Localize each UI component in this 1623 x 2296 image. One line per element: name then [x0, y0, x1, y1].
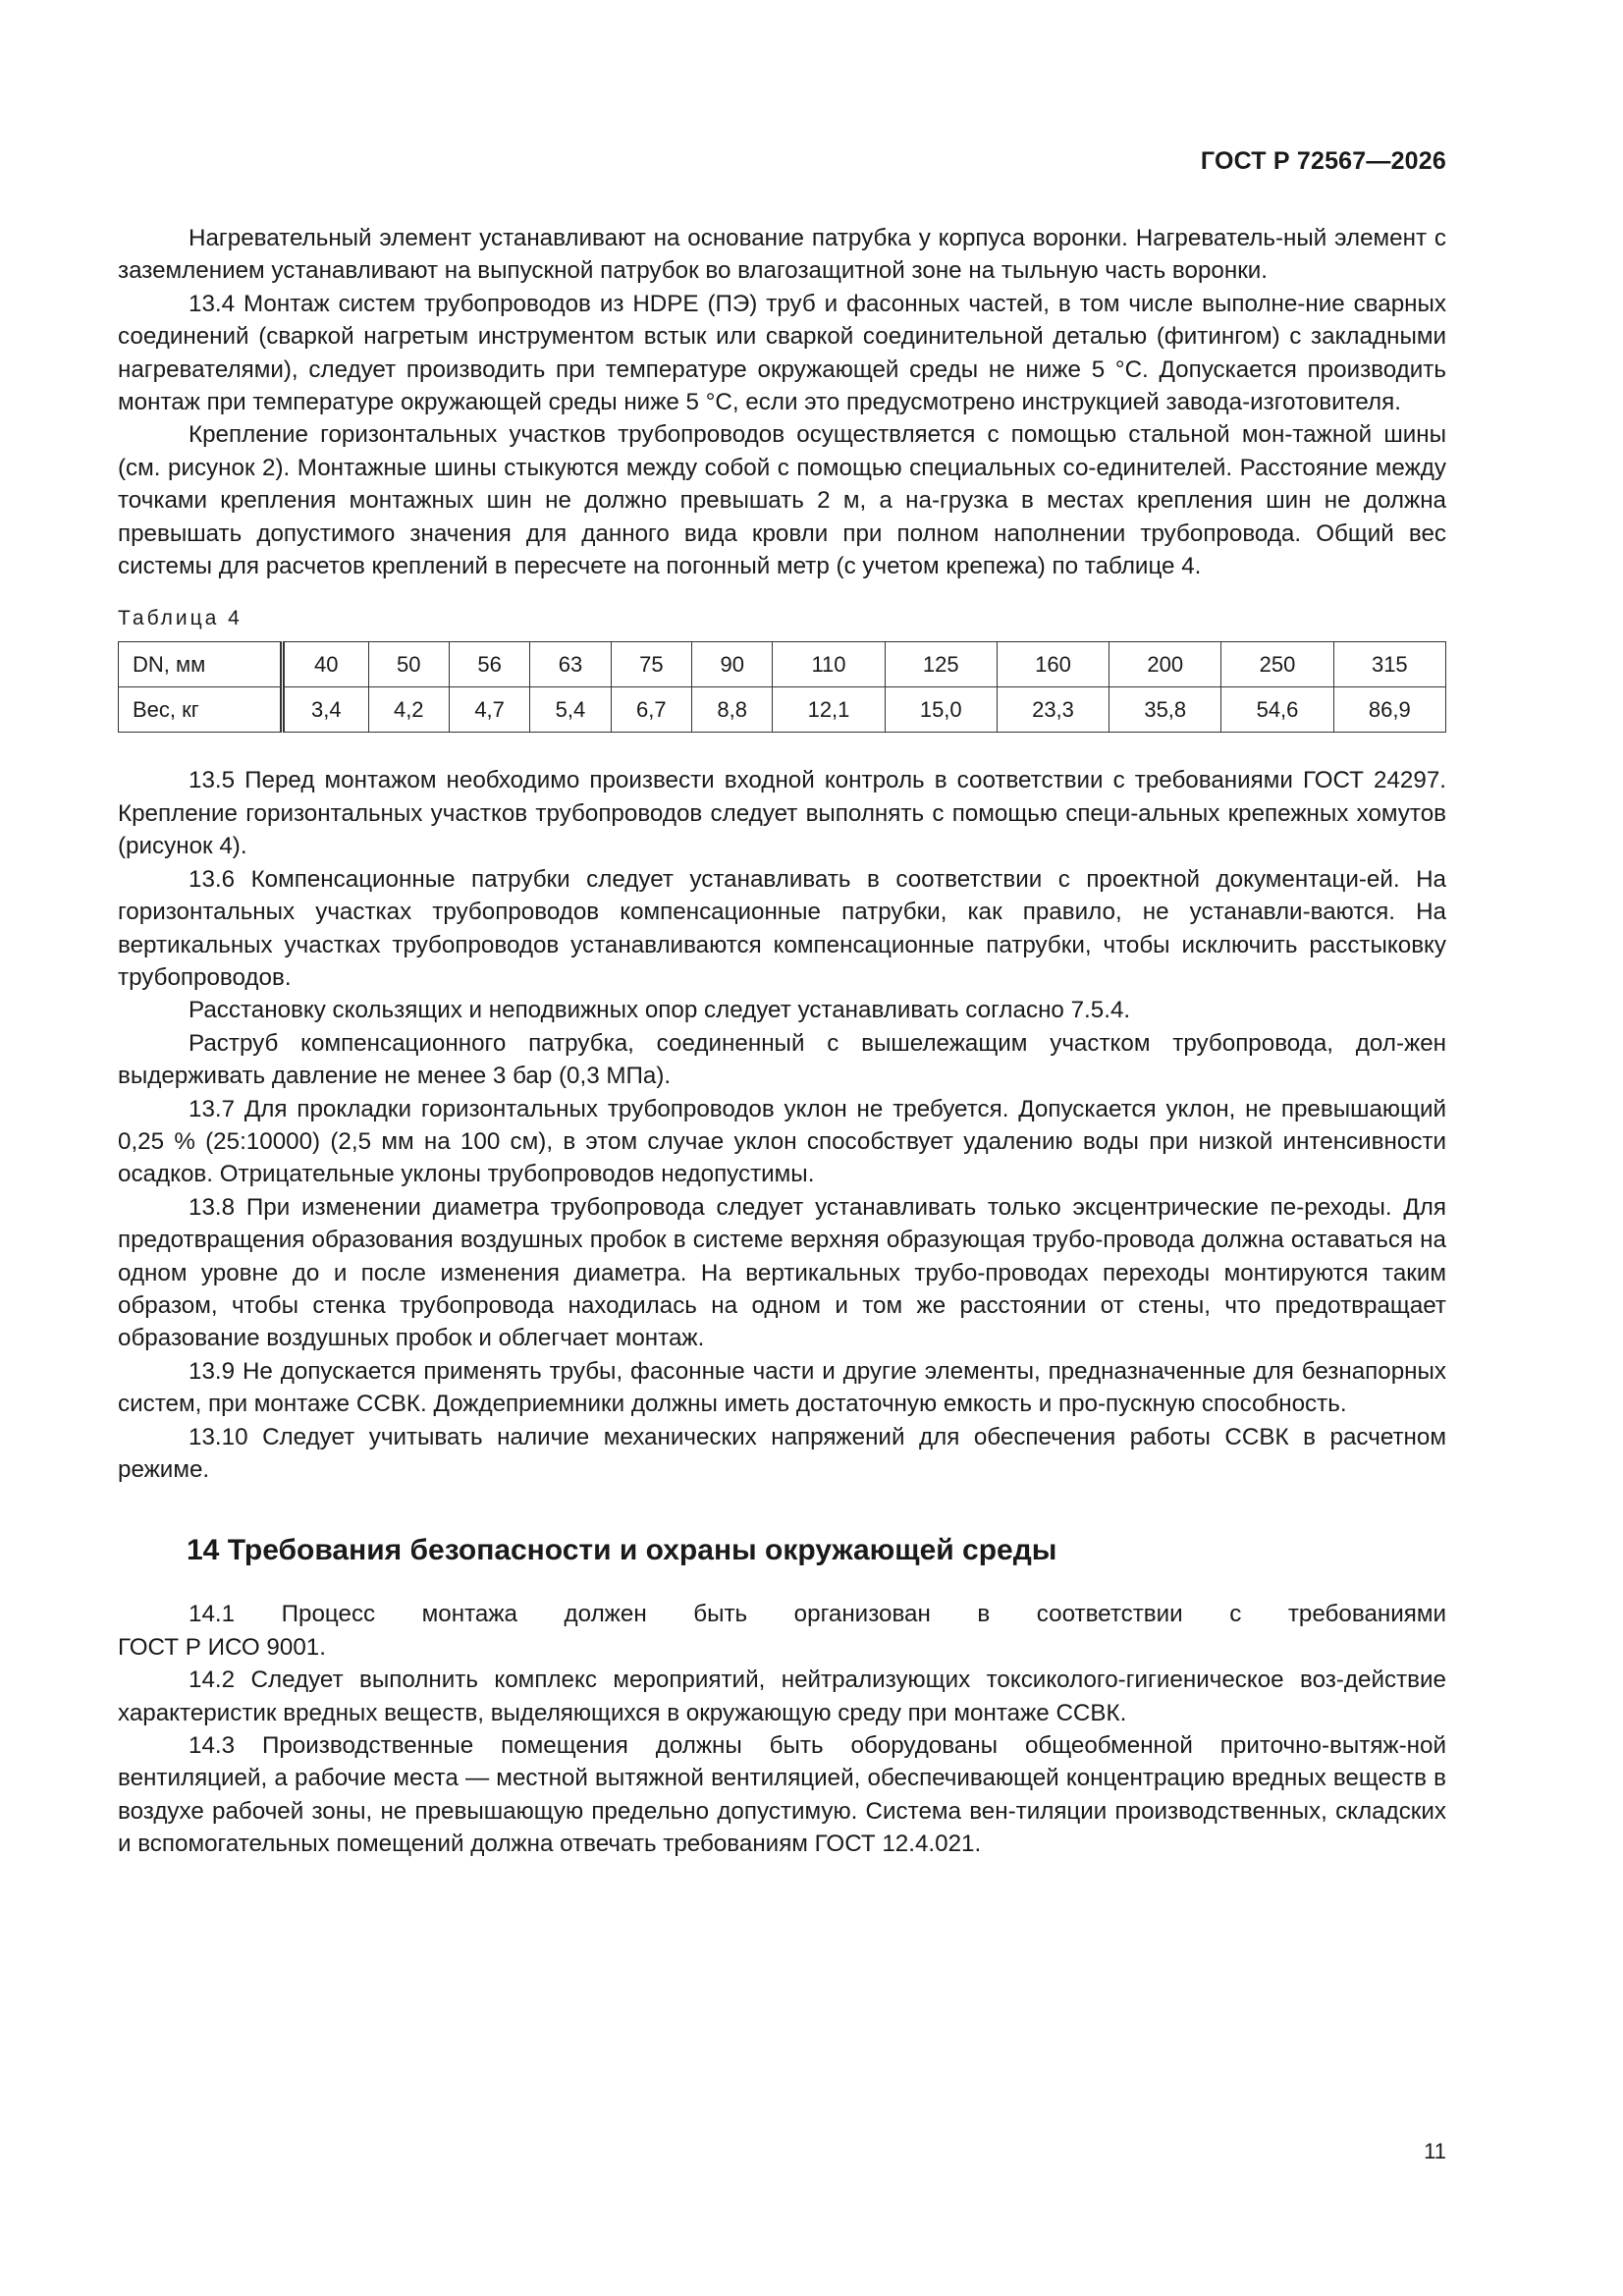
table-cell-dn: 160	[997, 642, 1109, 687]
paragraph-13-6: 13.6 Компенсационные патрубки следует устанавливать в соответствии с проектной документаци-ей. На горизонтальных участках трубопроводов компенсационные патрубки, как правило, не устанавли-ваются. На вертикальных участках трубопроводов устанавливаются компенсационные патрубки, чтобы исключить расстыковку трубопроводов.	[118, 865, 1446, 991]
table-row-header-weight: Вес, кг	[119, 687, 283, 733]
table-cell-weight: 86,9	[1333, 687, 1445, 733]
table-cell-weight: 5,4	[530, 687, 611, 733]
table-cell-weight: 6,7	[611, 687, 691, 733]
table-caption: Таблица 4	[118, 607, 243, 630]
table-cell-dn: 50	[368, 642, 449, 687]
table-cell-weight: 15,0	[885, 687, 997, 733]
paragraph-fastening: Крепление горизонтальных участков трубопроводов осуществляется с помощью стальной мон-тажной шины (см. рисунок 2). Монтажные шины стыкуются между собой с помощью специальных со-единителей. Расстояние между точками крепления монтажных шин не должно превышать 2 м, а на-грузка в местах крепления шин не должна превышать допустимого значения для данного вида кровли при полном наполнении трубопровода. Общий вес системы для расчетов креплений в пересчете на погонный метр (с учетом крепежа) по таблице 4.	[118, 421, 1446, 580]
paragraph-heating-element: Нагревательный элемент устанавливают на основание патрубка у корпуса воронки. Нагреватель-ный элемент с заземлением устанавливают на выпускной патрубок во влагозащитной зоне на тыльную часть воронки.	[118, 225, 1446, 285]
paragraph-supports: Расстановку скользящих и неподвижных опор следует устанавливать согласно 7.5.4.	[189, 997, 1131, 1024]
table-cell-dn: 56	[449, 642, 529, 687]
table-cell-dn: 250	[1221, 642, 1333, 687]
paragraph-14-3: 14.3 Производственные помещения должны быть оборудованы общеобменной приточно-вытяж-ной вентиляцией, а рабочие места — местной вытяжной вентиляцией, обеспечивающей концентрацию вредных веществ в воздухе рабочей зоны, не превышающую предельно допустимую. Система вен-тиляции производственных, складских и вспомогательных помещений должна отвечать требованиям ГОСТ 12.4.021.	[118, 1732, 1446, 1858]
table-cell-dn: 90	[692, 642, 773, 687]
document-code-header: ГОСТ Р 72567—2026	[1200, 147, 1446, 175]
paragraph-13-7: 13.7 Для прокладки горизонтальных трубопроводов уклон не требуется. Допускается уклон, не превышающий 0,25 % (25:10000) (2,5 мм на 100 см), в этом случае уклон способствует удалению воды при низкой интенсивности осадков. Отрицательные уклоны трубопроводов недопустимы.	[118, 1095, 1446, 1188]
table-row-dn	[119, 642, 1446, 687]
table-cell-weight: 4,2	[368, 687, 449, 733]
paragraph-socket: Раструб компенсационного патрубка, соединенный с вышележащим участком трубопровода, дол-жен выдерживать давление не менее 3 бар (0,3 МПа).	[118, 1029, 1446, 1090]
paragraph-13-9: 13.9 Не допускается применять трубы, фасонные части и другие элементы, предназначенные для безнапорных систем, при монтаже ССВК. Дождеприемники должны иметь достаточную емкость и про-пускную способность.	[118, 1357, 1446, 1418]
table-cell-dn: 315	[1333, 642, 1445, 687]
paragraph-13-4: 13.4 Монтаж систем трубопроводов из HDPE (ПЭ) труб и фасонных частей, в том числе выполне-ние сварных соединений (сваркой нагретым инструментом встык или сваркой соединительной деталью (фитингом) с закладными нагревателями), следует производить при температуре окружающей среды не ниже 5 °С. Допускается производить монтаж при температуре окружающей среды ниже 5 °С, если это предусмотрено инструкцией завода-изготовителя.	[118, 290, 1446, 416]
table-cell-weight: 3,4	[283, 687, 369, 733]
page-content	[118, 222, 1446, 1861]
table-cell-weight: 54,6	[1221, 687, 1333, 733]
paragraph-13-10: 13.10 Следует учитывать наличие механических напряжений для обеспечения работы ССВК в расчетном режиме.	[118, 1423, 1446, 1483]
table-cell-weight: 12,1	[773, 687, 885, 733]
table-cell-weight: 23,3	[997, 687, 1109, 733]
table-cell-weight: 35,8	[1109, 687, 1221, 733]
table-cell-dn: 63	[530, 642, 611, 687]
table-cell-dn: 200	[1109, 642, 1221, 687]
table-cell-dn: 40	[283, 642, 369, 687]
page-number: 11	[1424, 2139, 1446, 2163]
section-14-title: 14 Требования безопасности и охраны окружающей среды	[187, 1534, 1057, 1567]
table-cell-dn: 110	[773, 642, 885, 687]
table-cell-dn: 125	[885, 642, 997, 687]
weight-table	[118, 641, 1446, 733]
table-cell-dn: 75	[611, 642, 691, 687]
table-row-header-dn: DN, мм	[119, 642, 283, 687]
table-row-weight	[119, 687, 1446, 733]
paragraph-14-2: 14.2 Следует выполнить комплекс мероприятий, нейтрализующих токсиколого-гигиеническое воз-действие характеристик вредных веществ, выделяющихся в окружающую среду при монтаже ССВК.	[118, 1667, 1446, 1726]
paragraph-13-5: 13.5 Перед монтажом необходимо произвести входной контроль в соответствии с требованиями ГОСТ 24297. Крепление горизонтальных участков трубопроводов следует выполнять с помощью специ-альных крепежных хомутов (рисунок 4).	[118, 767, 1446, 860]
paragraph-13-8: 13.8 При изменении диаметра трубопровода следует устанавливать только эксцентрические пе-реходы. Для предотвращения образования воздушных пробок в системе верхняя образующая трубо-провода должна оставаться на одном уровне до и после изменения диаметра. На вертикальных трубо-проводах переходы монтируются таким образом, чтобы стенка трубопровода находилась на одном и том же расстоянии от стены, что предотвращает образование воздушных пробок и облегчает монтаж.	[118, 1193, 1446, 1352]
paragraph-14-1-line2: ГОСТ Р ИСО 9001.	[118, 1633, 326, 1661]
table-cell-weight: 4,7	[449, 687, 529, 733]
paragraph-14-1-line1: 14.1 Процесс монтажа должен быть организован в соответствии с требованиями	[189, 1601, 1446, 1628]
table-cell-weight: 8,8	[692, 687, 773, 733]
